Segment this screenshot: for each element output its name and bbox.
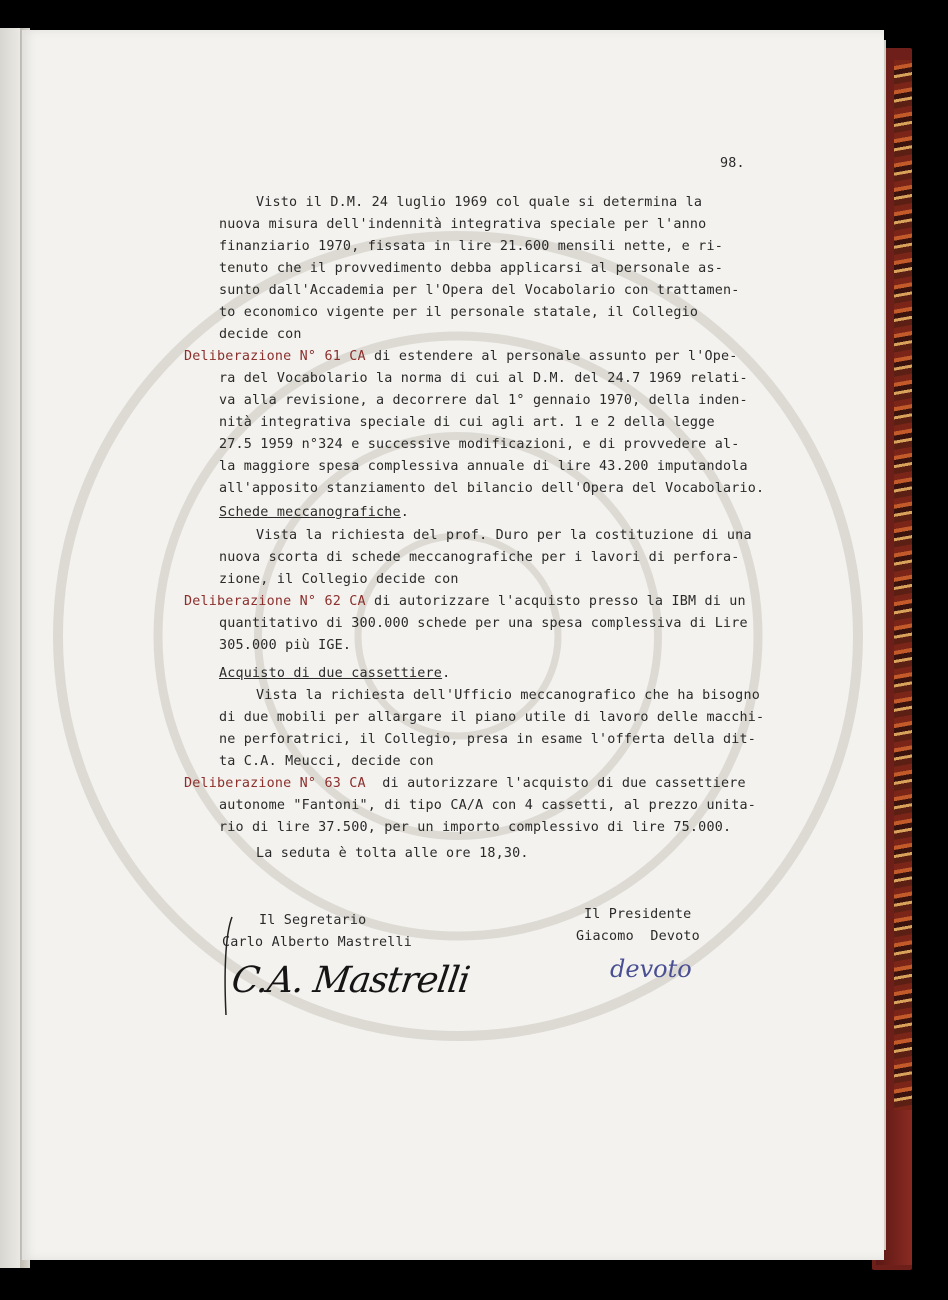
para1-line: Visto il D.M. 24 luglio 1969 col quale si determina la <box>256 195 703 210</box>
secretary-signature: C.A. Mastrelli <box>229 960 472 1001</box>
para1-line: tenuto che il provvedimento debba applicarsi al personale as- <box>219 261 723 276</box>
delib-text: di autorizzare l'acquisto presso la IBM di un <box>365 594 746 609</box>
section-line: nuova scorta di schede meccanografiche per i lavori di perfora- <box>219 550 740 565</box>
delib-text: di autorizzare l'acquisto di due cassettiere <box>365 776 746 791</box>
deliberazione-label: Deliberazione N° 62 CA <box>184 594 366 609</box>
deliberazione-label: Deliberazione N° 63 CA <box>184 776 366 791</box>
section-line: ne perforatrici, il Collegio, presa in esame l'offerta della dit- <box>219 732 757 747</box>
section-line: ta C.A. Meucci, decide con <box>219 754 434 769</box>
section-line: zione, il Collegio decide con <box>219 572 459 587</box>
delib-line: va alla revisione, a decorrere dal 1° gennaio 1970, della inden- <box>219 393 748 408</box>
section-heading-cassettiere <box>219 666 450 681</box>
delib-line: all'apposito stanziamento del bilancio dell'Opera del Vocabolario. <box>219 481 765 496</box>
delib-line: autonome "Fantoni", di tipo CA/A con 4 cassetti, al prezzo unita- <box>219 798 757 813</box>
document-page <box>22 30 884 1260</box>
delib-line: quantitativo di 300.000 schede per una spesa complessiva di Lire <box>219 616 748 631</box>
para1-line: finanziario 1970, fissata in lire 21.600 mensili nette, e ri- <box>219 239 723 254</box>
president-signature: devoto <box>610 955 692 983</box>
delib-line: nità integrativa speciale di cui agli art. 1 e 2 della legge <box>219 415 715 430</box>
para1-line: sunto dall'Accademia per l'Opera del Vocabolario con trattamen- <box>219 283 740 298</box>
para1-line: decide con <box>219 327 302 342</box>
delib-line: 27.5 1959 n°324 e successive modificazioni, e di provvedere al- <box>219 437 740 452</box>
section-heading-schede <box>219 505 409 520</box>
section-line: Vista la richiesta dell'Ufficio meccanografico che ha bisogno <box>256 688 760 703</box>
para1-line: to economico vigente per il personale statale, il Collegio <box>219 305 699 320</box>
heading-period: . <box>400 505 410 520</box>
delib-text: di estendere al personale assunto per l'Ope- <box>365 349 738 364</box>
heading-period: . <box>442 666 451 681</box>
delib-line: la maggiore spesa complessiva annuale di lire 43.200 imputandola <box>219 459 748 474</box>
secretary-bracket <box>222 915 234 1025</box>
para1-line: nuova misura dell'indennità integrativa speciale per l'anno <box>219 217 707 232</box>
delib-line: ra del Vocabolario la norma di cui al D.M. del 24.7 1969 relati- <box>219 371 748 386</box>
section-line: Vista la richiesta del prof. Duro per la costituzione di una <box>256 528 752 543</box>
marbled-edge <box>894 60 912 1110</box>
heading-text: Schede meccanografiche <box>219 505 401 520</box>
deliberazione-label: Deliberazione N° 61 CA <box>184 349 366 364</box>
president-title: Il Presidente <box>584 907 692 922</box>
delib-line: rio di lire 37.500, per un importo complessivo di lire 75.000. <box>219 820 732 835</box>
heading-text: Acquisto di due cassettiere <box>219 666 443 681</box>
deliberazione-62 <box>184 594 746 609</box>
president-name: Giacomo Devoto <box>576 929 700 944</box>
deliberazione-63 <box>184 776 746 791</box>
closing-line: La seduta è tolta alle ore 18,30. <box>256 846 529 861</box>
page-number: 98. <box>720 156 745 171</box>
deliberazione-61 <box>184 349 738 364</box>
section-line: di due mobili per allargare il piano utile di lavoro delle macchi- <box>219 710 765 725</box>
secretary-title: Il Segretario <box>259 913 367 928</box>
secretary-name: Carlo Alberto Mastrelli <box>222 935 413 950</box>
delib-line: 305.000 più IGE. <box>219 638 352 653</box>
